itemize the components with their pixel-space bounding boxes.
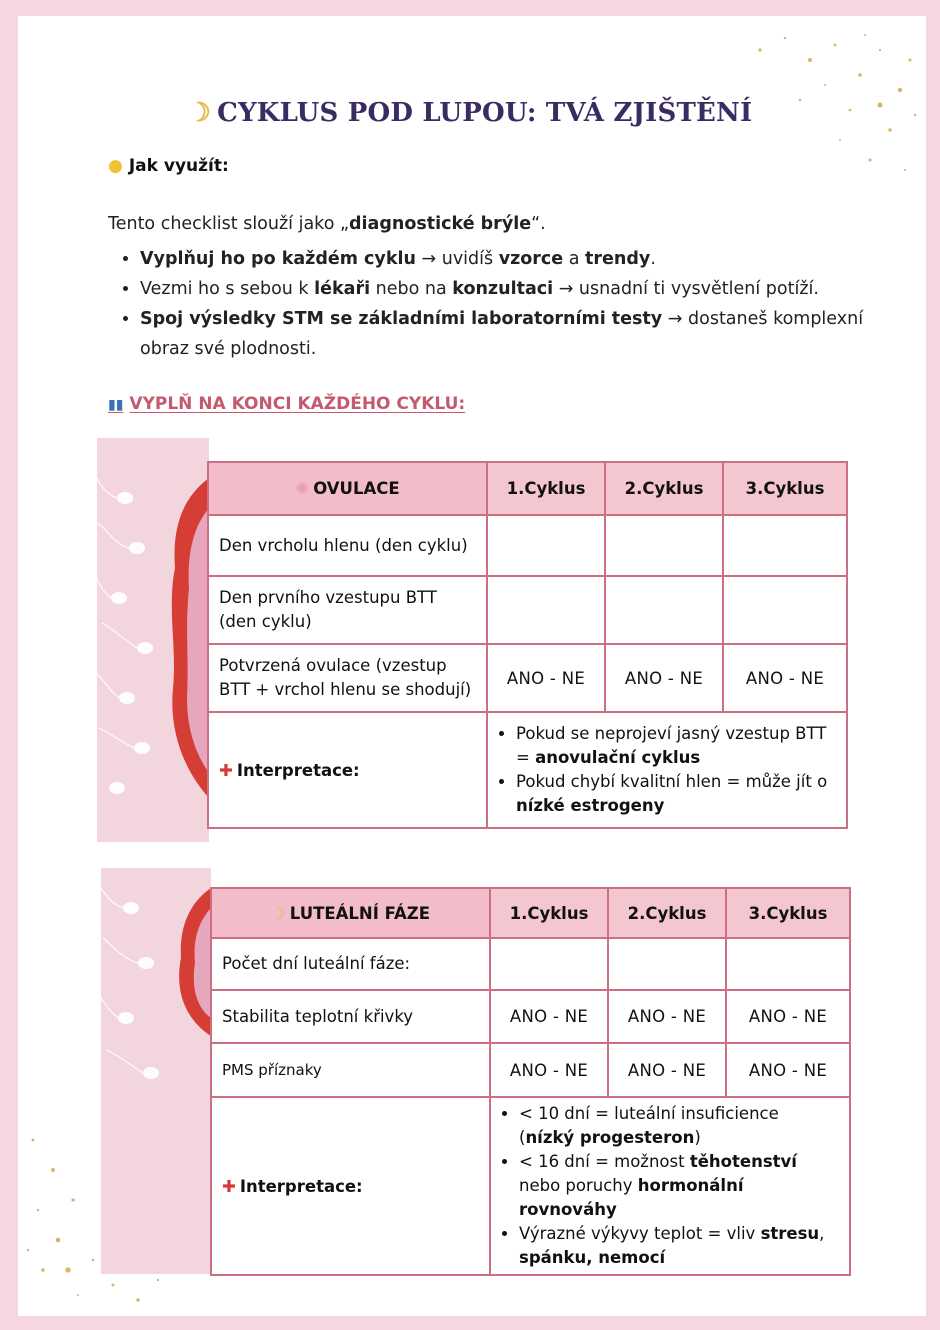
light-bulb-icon: ● [108,156,123,176]
bold-text: nízké estrogeny [516,796,665,815]
bold-text: Vyplňuj ho po každém cyklu [140,249,416,269]
text: → usnadní ti vysvětlení potíží. [553,279,819,299]
table-row [208,644,847,712]
list-item [519,1150,839,1222]
luteal-phase-table [210,887,851,1276]
cycle-cell[interactable] [605,515,723,576]
bold-text: stresu [760,1224,820,1243]
yes-no-cell[interactable]: ANO - NE [487,644,605,712]
bold-text: nízký progesteron [525,1128,695,1147]
cycle-cell[interactable] [605,576,723,644]
sperm-egg-illustration [97,438,209,842]
luteal-header [211,888,490,938]
bold-text: konzultaci [452,279,554,299]
list-item [140,244,910,274]
table-header-row [208,462,847,515]
page-title-text: CYKLUS POD LUPOU: TVÁ ZJIŠTĚNÍ [217,98,753,128]
pushpin-icon: ✚ [222,1176,236,1196]
text: nebo na [370,279,453,299]
pushpin-icon: ✚ [219,760,233,780]
text: , [819,1224,825,1243]
text: → uvidíš [415,249,499,269]
column-header: 1.Cyklus [490,888,608,938]
table-row [211,990,850,1043]
row-label: Den vrcholu hlenu (den cyklu) [208,515,487,576]
crescent-moon-icon: ☽ [270,903,286,923]
cycle-cell[interactable] [723,576,847,644]
how-to-label: Jak využít: [128,156,229,176]
list-item [516,770,836,818]
how-to-heading [108,156,229,176]
interpretation-label: Interpretace: [239,1176,363,1196]
section-heading-text: VYPLŇ NA KONCI KAŽDÉHO CYKLU: [129,394,466,414]
column-header: 2.Cyklus [605,462,723,515]
text: a [563,249,586,269]
interpretation-label-cell [211,1097,490,1275]
text: < 10 dní = luteální insuficience ( [519,1104,779,1147]
yes-no-cell[interactable]: ANO - NE [723,644,847,712]
column-header: 3.Cyklus [723,462,847,515]
bar-chart-icon: ▮▮ [108,397,124,413]
row-label: Počet dní luteální fáze: [211,938,490,990]
table-row [208,515,847,576]
yes-no-cell[interactable]: ANO - NE [608,1043,726,1097]
luteal-header-text: LUTEÁLNÍ FÁZE [289,903,430,923]
cycle-cell[interactable] [723,515,847,576]
text: Pokud chybí kvalitní hlen = může jít o [516,772,828,791]
sparkle-icon: ✺ [295,479,310,498]
ovulation-header-text: OVULACE [313,479,400,498]
sperm-egg-illustration [101,868,211,1274]
text: Pokud se neprojeví jasný vzestup BTT = [516,724,827,767]
text: nebo poruchy [519,1176,638,1195]
bold-text: lékaři [314,279,371,299]
table-row [208,576,847,644]
text: Výrazné výkyvy teplot = vliv [519,1224,761,1243]
interpretation-row [208,712,847,828]
interpretation-row [211,1097,850,1275]
bold-text: anovulační cyklus [535,748,701,767]
bold-text: Spoj výsledky STM se základními laboratorními testy [140,309,663,329]
yes-no-cell[interactable]: ANO - NE [490,1043,608,1097]
row-label: Den prvního vzestupu BTT (den cyklu) [208,576,487,644]
page-title [0,98,940,128]
intro-paragraph [108,214,546,234]
table-header-row [211,888,850,938]
list-item [519,1222,839,1270]
bold-text: spánku, nemocí [519,1248,666,1267]
interpretation-list [501,1102,839,1270]
text: → dostaneš komplexní obraz své plodnosti. [140,309,864,359]
column-header: 2.Cyklus [608,888,726,938]
bold-text: těhotenství [689,1152,797,1171]
column-header: 1.Cyklus [487,462,605,515]
ovulation-header [208,462,487,515]
bold-text: trendy [585,249,651,269]
list-item [140,304,910,364]
interpretation-label-cell [208,712,487,828]
yes-no-cell[interactable]: ANO - NE [608,990,726,1043]
cycle-cell[interactable] [490,938,608,990]
yes-no-cell[interactable]: ANO - NE [490,990,608,1043]
interpretation-cell [490,1097,850,1275]
bold-text: hormonální rovnováhy [519,1176,744,1219]
cycle-cell[interactable] [487,576,605,644]
interpretation-label: Interpretace: [236,760,360,780]
text: Vezmi ho s sebou k [140,279,315,299]
section-heading [108,394,465,414]
interpretation-list [498,722,836,818]
row-label: Stabilita teplotní křivky [211,990,490,1043]
table-row [211,1043,850,1097]
interpretation-cell [487,712,847,828]
list-item [516,722,836,770]
row-label: Potvrzená ovulace (vzestup BTT + vrchol hlenu se shodují) [208,644,487,712]
text: ) [694,1128,701,1147]
yes-no-cell[interactable]: ANO - NE [726,1043,850,1097]
intro-bold: diagnostické brýle [349,214,532,234]
intro-text-end: “. [531,214,546,234]
usage-bullet-list [108,244,910,364]
cycle-cell[interactable] [726,938,850,990]
crescent-moon-icon: ☽ [187,98,212,128]
cycle-cell[interactable] [487,515,605,576]
text: . [650,249,656,269]
yes-no-cell[interactable]: ANO - NE [726,990,850,1043]
table-row [211,938,850,990]
yes-no-cell[interactable]: ANO - NE [605,644,723,712]
list-item [519,1102,839,1150]
text: < 16 dní = možnost [519,1152,690,1171]
list-item [140,274,910,304]
column-header: 3.Cyklus [726,888,850,938]
row-label: PMS příznaky [211,1043,490,1097]
bold-text: vzorce [498,249,564,269]
ovulation-table [207,461,848,829]
cycle-cell[interactable] [608,938,726,990]
intro-text: Tento checklist slouží jako „ [108,214,350,234]
